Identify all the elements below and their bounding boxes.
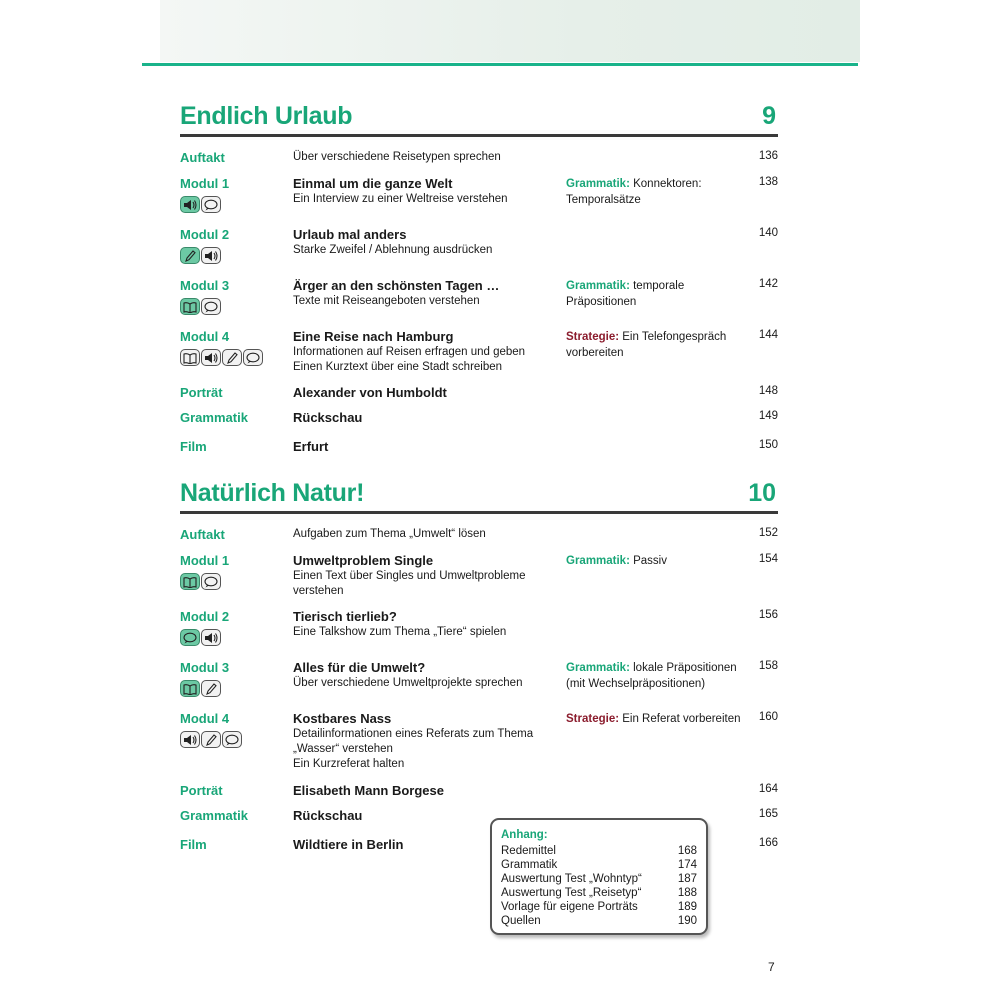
appendix-item-label: Redemittel [501,845,556,857]
writing-icon [222,349,242,366]
note-text-line2: Präpositionen [566,296,637,308]
row-page: 164 [758,783,778,795]
skill-icons [180,680,221,697]
unit-number: 10 [748,479,776,507]
note-text: lokale Präpositionen [629,662,737,674]
appendix-item-page: 189 [677,901,697,913]
note-text: Ein Telefongespräch [619,331,727,343]
row-page: 142 [758,278,778,290]
row-description: Detailinformationen eines Referats zum Thema [293,728,534,740]
appendix-box [490,818,708,935]
row-title: Umweltproblem Single [293,553,434,568]
row-page: 150 [758,439,778,451]
row-description-2: verstehen [293,585,344,597]
reading-icon [180,298,200,315]
unit-title: Natürlich Natur! [180,479,365,507]
skill-icons [180,349,263,366]
appendix-item-label: Grammatik [501,859,558,871]
note-text: Konnektoren: [629,178,702,190]
note-key: Grammatik: [566,178,630,190]
row-page: 166 [758,837,778,849]
unit-rule [180,134,778,137]
listening-icon [201,629,221,646]
row-description: Über verschiedene Umweltprojekte sprechen [293,677,523,689]
row-label: Porträt [180,385,223,400]
row-label: Auftakt [180,150,225,165]
unit-heading [180,479,778,511]
row-title: Alexander von Humboldt [293,385,447,400]
grammar-note [566,660,737,692]
header-band [160,0,860,62]
skill-icons [180,247,221,264]
appendix-title: Anhang: [501,829,548,841]
appendix-item-label: Auswertung Test „Reisetyp“ [501,887,642,899]
appendix-item-label: Auswertung Test „Wohntyp“ [501,873,642,885]
skill-icons [180,196,221,213]
appendix-item [501,873,697,885]
row-label: Auftakt [180,527,225,542]
row-title: Ärger an den schönsten Tagen … [293,278,500,293]
skill-icons [180,731,242,748]
note-key: Grammatik: [566,280,630,292]
row-label: Modul 4 [180,711,230,726]
note-text: temporale [629,280,685,292]
writing-icon [201,731,221,748]
skill-icons [180,629,221,646]
row-description-2: Einen Kurztext über eine Stadt schreiben [293,361,503,373]
strategy-note [566,711,741,727]
row-label: Film [180,837,207,852]
unit-title: Endlich Urlaub [180,102,353,130]
row-description: Einen Text über Singles und Umweltprobleme [293,570,526,582]
speaking-icon [180,629,200,646]
note-text: Passiv [629,555,667,567]
appendix-item [501,901,697,913]
speaking-icon [222,731,242,748]
row-description-3: Ein Kurzreferat halten [293,758,405,770]
row-label: Modul 1 [180,553,230,568]
appendix-item [501,859,697,871]
row-page: 156 [758,609,778,621]
row-page: 144 [758,329,778,341]
speaking-icon [201,196,221,213]
grammar-note [566,278,684,310]
skill-icons [180,298,221,315]
note-text: Ein Referat vorbereiten [619,713,741,725]
row-page: 140 [758,227,778,239]
row-description: Eine Talkshow zum Thema „Tiere“ spielen [293,626,507,638]
row-title: Eine Reise nach Hamburg [293,329,454,344]
appendix-item [501,915,697,927]
appendix-item-page: 168 [677,845,697,857]
row-description: Texte mit Reiseangeboten verstehen [293,295,480,307]
appendix-item-page: 190 [677,915,697,927]
appendix-item [501,845,697,857]
row-description: Informationen auf Reisen erfragen und geben [293,346,526,358]
note-key: Strategie: [566,713,620,725]
row-page: 136 [758,150,778,162]
row-title: Urlaub mal anders [293,227,407,242]
grammar-note [566,176,702,208]
note-text-line2: Temporalsätze [566,194,641,206]
speaking-icon [201,298,221,315]
writing-icon [201,680,221,697]
unit-heading [180,102,778,134]
row-page: 165 [758,808,778,820]
row-label: Grammatik [180,410,248,425]
row-description-2: „Wasser“ verstehen [293,743,393,755]
header-rule [142,63,858,66]
note-text-line2: (mit Wechselpräpositionen) [566,678,706,690]
row-label: Modul 2 [180,227,230,242]
speaking-icon [201,573,221,590]
appendix-item-label: Vorlage für eigene Porträts [501,901,638,913]
row-page: 148 [758,385,778,397]
row-title: Kostbares Nass [293,711,392,726]
appendix-item-page: 174 [677,859,697,871]
row-label: Grammatik [180,808,248,823]
speaking-icon [243,349,263,366]
note-key: Grammatik: [566,662,630,674]
row-page: 138 [758,176,778,188]
row-page: 154 [758,553,778,565]
appendix-item-page: 187 [677,873,697,885]
skill-icons [180,573,221,590]
row-label: Modul 2 [180,609,230,624]
row-description: Ein Interview zu einer Weltreise verstehen [293,193,508,205]
row-label: Film [180,439,207,454]
row-page: 158 [758,660,778,672]
note-key: Strategie: [566,331,620,343]
strategy-note [566,329,726,361]
row-label: Modul 4 [180,329,230,344]
appendix-item-label: Quellen [501,915,541,927]
reading-icon [180,680,200,697]
row-page: 152 [758,527,778,539]
row-label: Modul 3 [180,278,230,293]
page-number: 7 [768,960,775,974]
row-page: 160 [758,711,778,723]
appendix-item-page: 188 [677,887,697,899]
reading-icon [180,573,200,590]
row-description: Aufgaben zum Thema „Umwelt“ lösen [293,528,486,540]
row-page: 149 [758,410,778,422]
row-title: Rückschau [293,410,363,425]
row-label: Modul 1 [180,176,230,191]
listening-icon [201,247,221,264]
row-title: Rückschau [293,808,363,823]
row-title: Tierisch tierlieb? [293,609,397,624]
row-title: Alles für die Umwelt? [293,660,426,675]
row-title: Erfurt [293,439,329,454]
row-description: Über verschiedene Reisetypen sprechen [293,151,501,163]
listening-icon [180,196,200,213]
row-title: Wildtiere in Berlin [293,837,404,852]
row-title: Einmal um die ganze Welt [293,176,453,191]
appendix-item [501,887,697,899]
row-label: Porträt [180,783,223,798]
row-label: Modul 3 [180,660,230,675]
listening-icon [201,349,221,366]
note-text-line2: vorbereiten [566,347,624,359]
row-title: Elisabeth Mann Borgese [293,783,444,798]
unit-number: 9 [762,102,776,130]
unit-rule [180,511,778,514]
writing-icon [180,247,200,264]
listening-icon [180,731,200,748]
grammar-note [566,553,667,569]
note-key: Grammatik: [566,555,630,567]
reading-icon [180,349,200,366]
row-description: Starke Zweifel / Ablehnung ausdrücken [293,244,493,256]
